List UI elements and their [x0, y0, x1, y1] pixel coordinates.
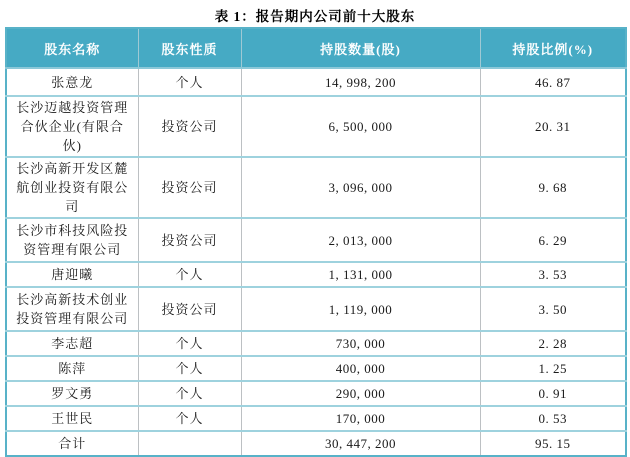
cell-ratio: 0. 53: [480, 406, 626, 431]
column-header-shareholder-name: 股东名称: [6, 28, 138, 68]
cell-shares: 14, 998, 200: [241, 68, 480, 96]
cell-shareholder-type: 个人: [138, 406, 241, 431]
shareholders-table: [5, 27, 627, 457]
cell-shareholder-type: 个人: [138, 331, 241, 356]
cell-total-label: 合计: [58, 436, 87, 451]
cell-ratio: 46. 87: [480, 68, 626, 96]
cell-shareholder-name: 长沙高新开发区麓航创业投资有限公司: [6, 157, 138, 218]
cell-shareholder-type: 个人: [138, 68, 241, 96]
cell-shareholder-name: 陈萍: [6, 356, 138, 381]
cell-ratio: 3. 50: [480, 287, 626, 331]
cell-shareholder-type: 个人: [138, 262, 241, 287]
cell-shareholder-name: 唐迎曦: [6, 262, 138, 287]
cell-total-shares: 30, 447, 200: [241, 431, 480, 456]
table-row: [6, 96, 626, 157]
table-row: [6, 287, 626, 331]
table-row: [6, 356, 626, 381]
cell-ratio: 2. 28: [480, 331, 626, 356]
cell-shareholder-name: 罗文勇: [6, 381, 138, 406]
column-header-shareholder-type: 股东性质: [138, 28, 241, 68]
cell-shareholder-type: 个人: [138, 356, 241, 381]
cell-shares: 1, 119, 000: [241, 287, 480, 331]
cell-shareholder-name: 王世民: [6, 406, 138, 431]
cell-shareholder-type: 个人: [138, 381, 241, 406]
cell-shareholder-name: 张意龙: [6, 68, 138, 96]
cell-shares: 730, 000: [241, 331, 480, 356]
cell-shares: 2, 013, 000: [241, 218, 480, 262]
table-row: [6, 406, 626, 431]
cell-shareholder-type: 投资公司: [138, 96, 241, 157]
cell-ratio: 20. 31: [480, 96, 626, 157]
cell-shareholder-name: 长沙高新技术创业投资管理有限公司: [6, 287, 138, 331]
cell-shares: 170, 000: [241, 406, 480, 431]
header-row: [6, 28, 626, 68]
cell-ratio: 1. 25: [480, 356, 626, 381]
cell-ratio: 0. 91: [480, 381, 626, 406]
cell-shareholder-type: 投资公司: [138, 218, 241, 262]
table-row: [6, 331, 626, 356]
table-row: [6, 218, 626, 262]
cell-shares: 3, 096, 000: [241, 157, 480, 218]
cell-ratio: 3. 53: [480, 262, 626, 287]
table-row: [6, 157, 626, 218]
cell-ratio: 6. 29: [480, 218, 626, 262]
cell-shares: 400, 000: [241, 356, 480, 381]
table-row-total: [6, 431, 626, 456]
table-row: [6, 68, 626, 96]
column-header-share-ratio: 持股比例(%): [480, 28, 626, 68]
cell-shares: 290, 000: [241, 381, 480, 406]
table-row: [6, 381, 626, 406]
cell-shareholder-type: [138, 431, 241, 456]
cell-shareholder-name: 李志超: [6, 331, 138, 356]
cell-ratio: 9. 68: [480, 157, 626, 218]
cell-total-ratio: 95. 15: [480, 431, 626, 456]
cell-shareholder-type: 投资公司: [138, 287, 241, 331]
cell-shareholder-name: 长沙市科技风险投资管理有限公司: [6, 218, 138, 262]
cell-shareholder-type: 投资公司: [138, 157, 241, 218]
cell-shareholder-name: 长沙迈越投资管理合伙企业(有限合伙): [6, 96, 138, 157]
table-title: 表 1：报告期内公司前十大股东: [214, 9, 416, 24]
cell-shares: 6, 500, 000: [241, 96, 480, 157]
table-row: [6, 262, 626, 287]
column-header-shares-held: 持股数量(股): [241, 28, 480, 68]
cell-shares: 1, 131, 000: [241, 262, 480, 287]
